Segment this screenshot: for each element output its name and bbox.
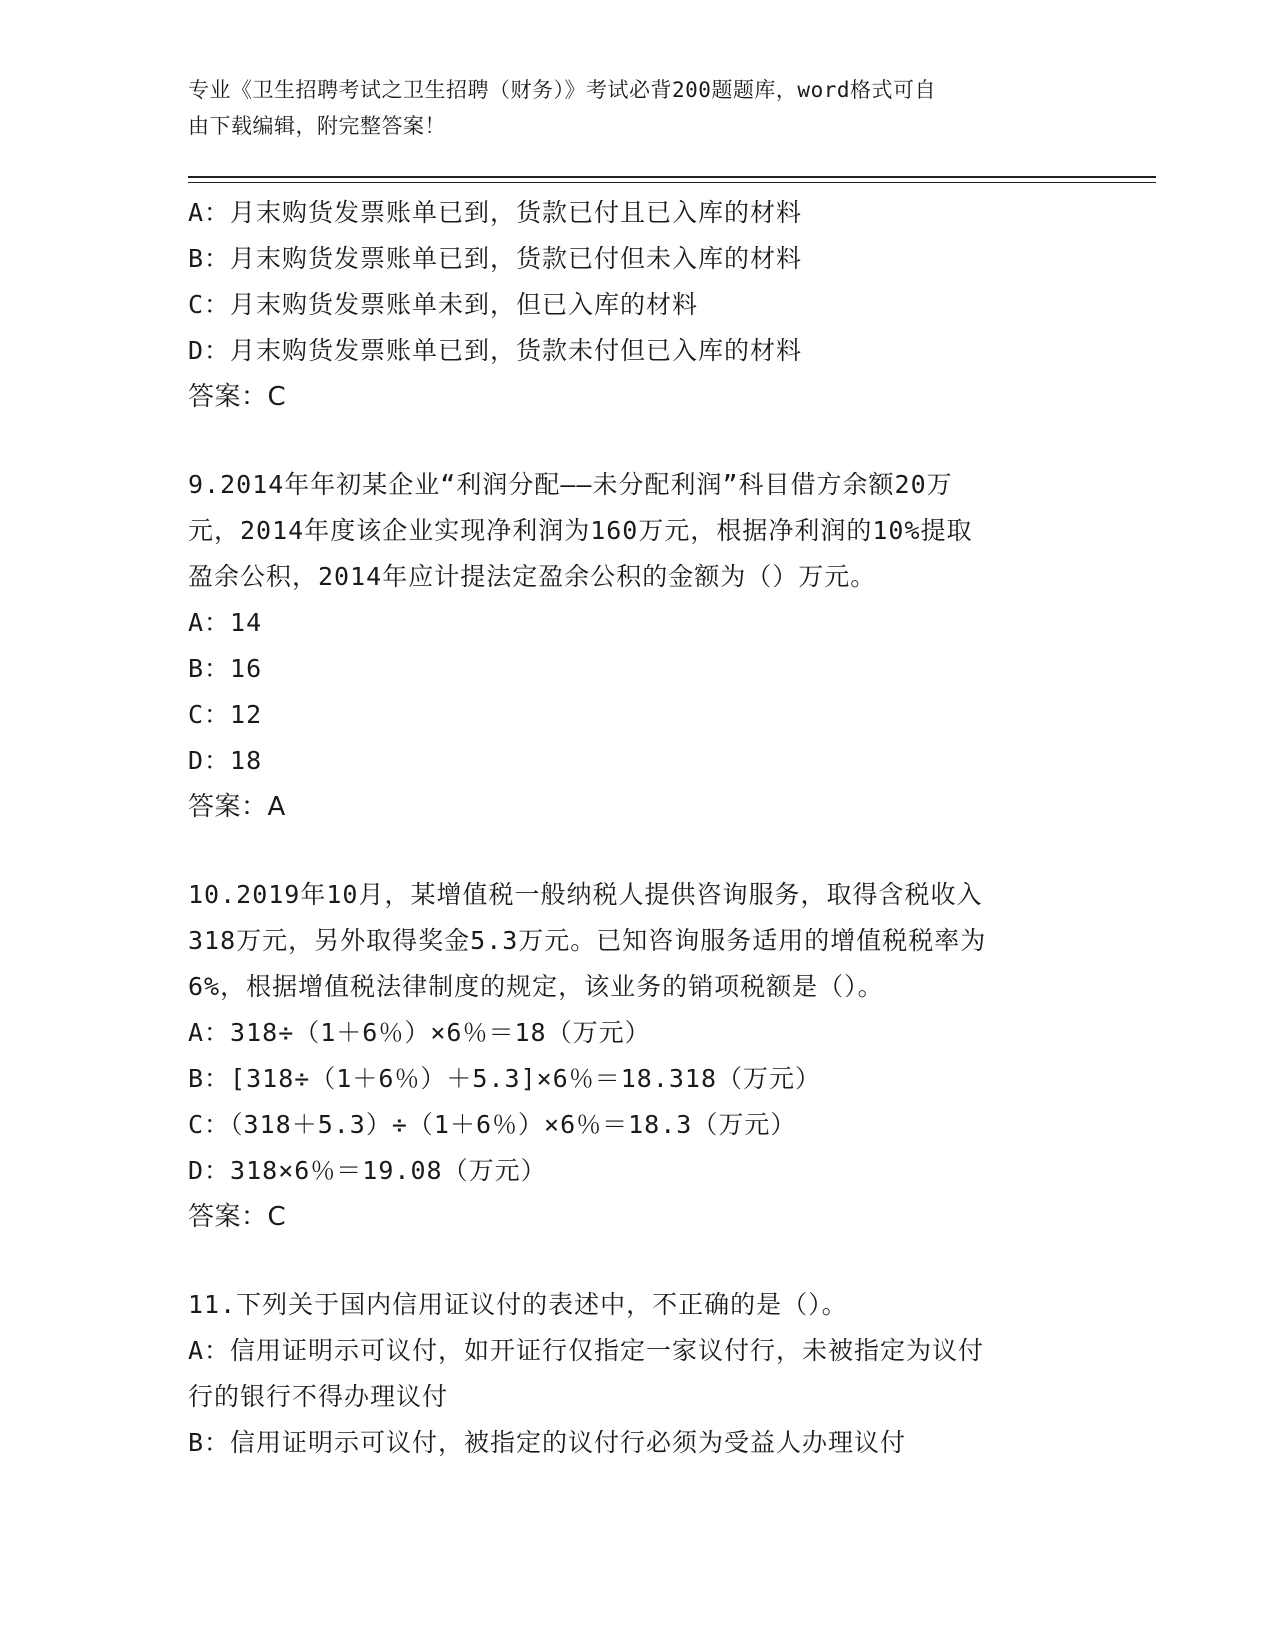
option-d: D：18 xyxy=(188,746,263,775)
header-line-1: 专业《卫生招聘考试之卫生招聘（财务）》考试必背200题题库，word格式可自 xyxy=(188,78,936,102)
option-b: B：月末购货发票账单已到，货款已付但未入库的材料 xyxy=(188,244,803,273)
header-divider-thick xyxy=(188,176,1156,178)
option-c: C：（318＋5.3）÷（1＋6％）×6％＝18.3（万元） xyxy=(188,1110,797,1139)
option-a-continued: 行的银行不得办理议付 xyxy=(188,1382,449,1411)
option-d: D：月末购货发票账单已到，货款未付但已入库的材料 xyxy=(188,336,803,365)
option-b: B：信用证明示可议付，被指定的议付行必须为受益人办理议付 xyxy=(188,1428,907,1457)
option-a: A：信用证明示可议付，如开证行仅指定一家议付行，未被指定为议付 xyxy=(188,1336,985,1365)
header-line-2: 由下载编辑，附完整答案！ xyxy=(188,114,446,138)
question-11 xyxy=(188,1282,1088,1466)
option-c: C：月末购货发票账单未到，但已入库的材料 xyxy=(188,290,699,319)
spacer xyxy=(188,420,1088,462)
question-stem-line: 11.下列关于国内信用证议付的表述中，不正确的是（）。 xyxy=(188,1290,848,1319)
document-header xyxy=(188,72,1068,144)
answer-line: 答案：A xyxy=(188,792,286,822)
option-a: A：14 xyxy=(188,608,263,637)
option-a: A：月末购货发票账单已到，货款已付且已入库的材料 xyxy=(188,198,803,227)
question-stem-line: 318万元，另外取得奖金5.3万元。已知咨询服务适用的增值税税率为 xyxy=(188,926,987,955)
question-list xyxy=(188,190,1088,1466)
header-divider-thin xyxy=(188,182,1156,183)
option-c: C：12 xyxy=(188,700,263,729)
question-8 xyxy=(188,190,1088,420)
question-stem-line: 6%，根据增值税法律制度的规定，该业务的销项税额是（）。 xyxy=(188,972,884,1001)
option-b: B：16 xyxy=(188,654,263,683)
answer-line: 答案：C xyxy=(188,382,287,412)
spacer xyxy=(188,830,1088,872)
option-a: A：318÷（1＋6％）×6％＝18（万元） xyxy=(188,1018,651,1047)
question-stem-line: 盈余公积，2014年应计提法定盈余公积的金额为（）万元。 xyxy=(188,562,877,591)
option-d: D：318×6％＝19.08（万元） xyxy=(188,1156,547,1185)
question-stem-line: 元，2014年度该企业实现净利润为160万元，根据净利润的10%提取 xyxy=(188,516,973,545)
question-stem-line: 9.2014年年初某企业“利润分配——未分配利润”科目借方余额20万 xyxy=(188,470,953,499)
question-stem-line: 10.2019年10月，某增值税一般纳税人提供咨询服务，取得含税收入 xyxy=(188,880,983,909)
question-10 xyxy=(188,872,1088,1240)
option-b: B：[318÷（1＋6％）＋5.3]×6％＝18.318（万元） xyxy=(188,1064,822,1093)
spacer xyxy=(188,1240,1088,1282)
question-9 xyxy=(188,462,1088,830)
answer-line: 答案：C xyxy=(188,1202,287,1232)
